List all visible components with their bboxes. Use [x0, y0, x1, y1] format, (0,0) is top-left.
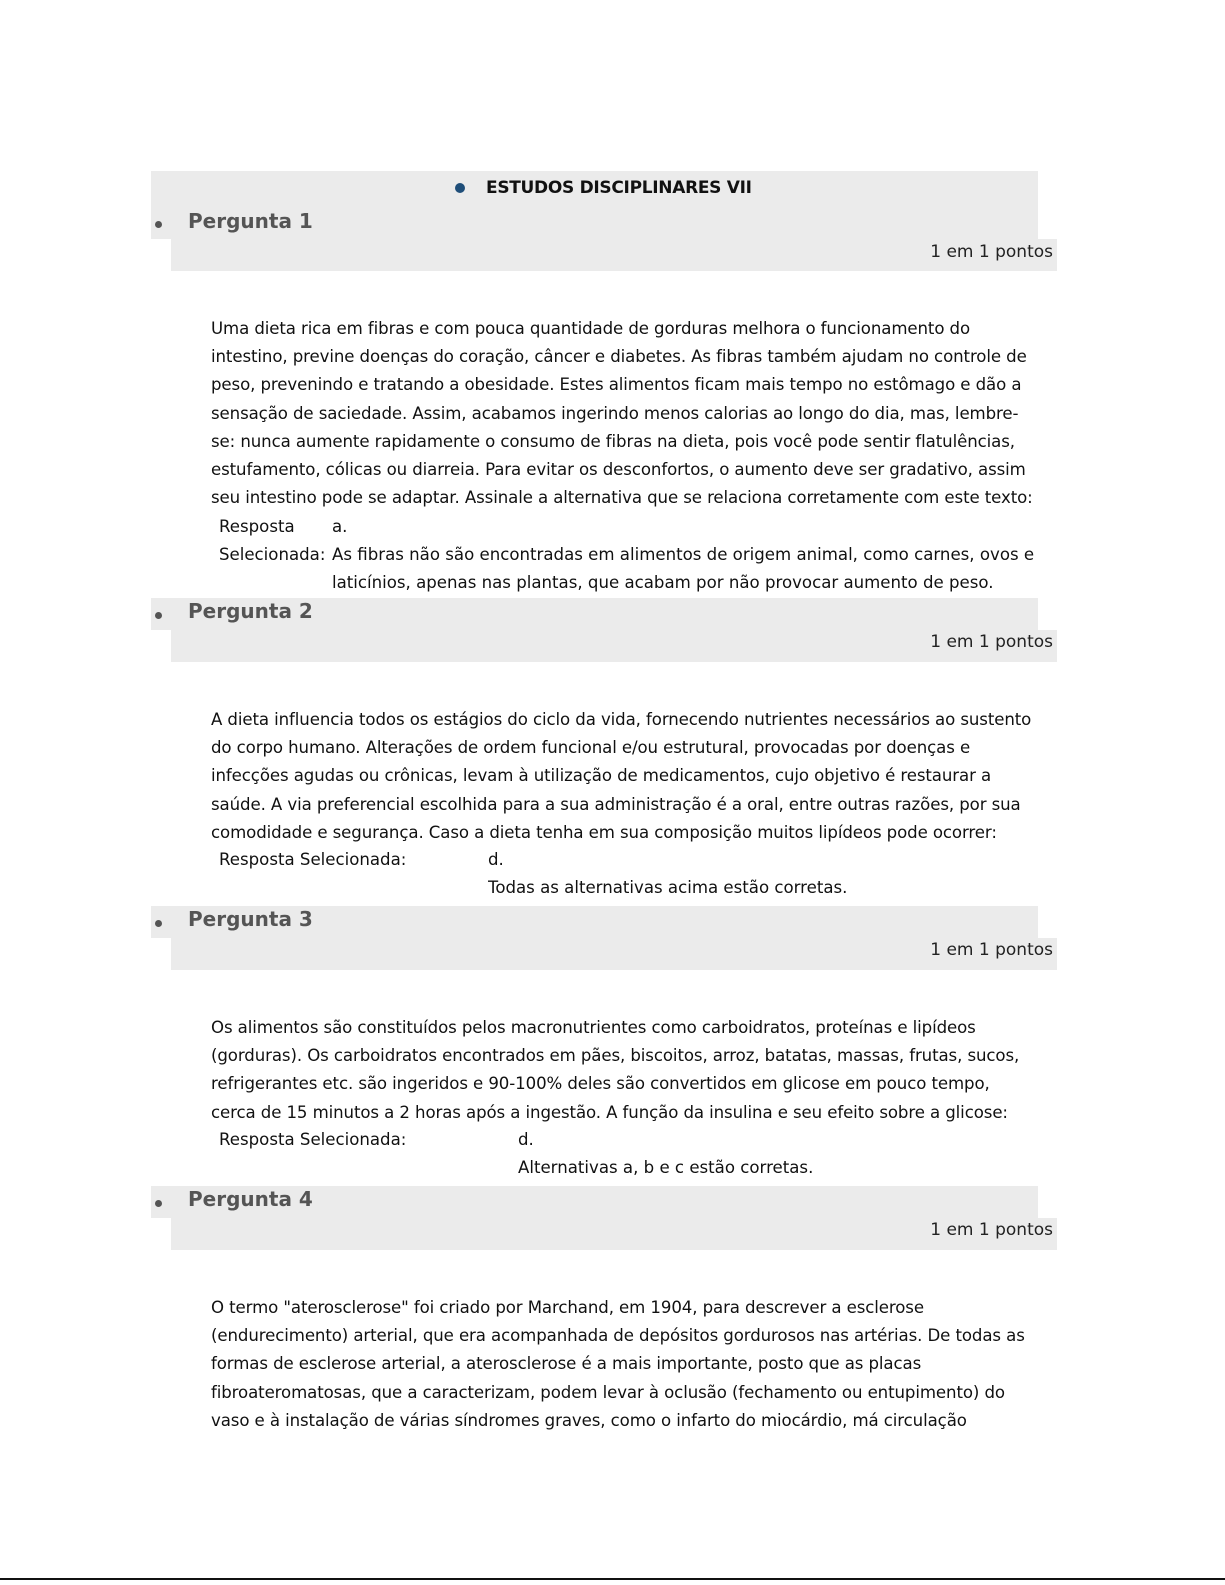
question-4-text: O termo "aterosclerose" foi criado por Marchand, em 1904, para descrever a esclerose (endurecimento) arterial, que era acompanhada de depósitos gordurosos nas artérias. De todas as formas de esclerose arterial, a aterosclerose é a mais importante, posto que as placas fibroateromatosas, que a caracterizam, podem levar à oclusão (fechamento ou entupimento) do vaso e à instalação de várias síndromes graves, como o infarto do miocárdio, má circulação — [211, 1298, 1025, 1430]
question-2-answer-letter: d. — [488, 850, 504, 869]
page-title: ESTUDOS DISCIPLINARES VII — [486, 178, 752, 198]
question-2-body — [211, 706, 1039, 849]
question-2-bullet-icon — [155, 612, 162, 619]
question-2-answer-text: Todas as alternativas acima estão corretas. — [488, 878, 848, 897]
question-1-body — [211, 315, 1039, 515]
question-4-bullet-icon — [155, 1200, 162, 1207]
page-bottom-rule — [0, 1578, 1225, 1580]
question-3-answer-label: Resposta Selecionada: — [219, 1130, 407, 1149]
question-1-title[interactable]: Pergunta 1 — [188, 209, 313, 233]
question-1-bullet-icon — [155, 221, 162, 228]
question-3-score: 1 em 1 pontos — [930, 940, 1053, 960]
question-3-answer-letter: d. — [518, 1130, 534, 1149]
question-1-score-band — [171, 239, 1057, 271]
question-2-score-band — [171, 630, 1057, 662]
title-bullet-icon — [455, 183, 465, 193]
question-1-score: 1 em 1 pontos — [930, 242, 1053, 262]
question-4-score: 1 em 1 pontos — [930, 1220, 1053, 1240]
question-3-bullet-icon — [155, 920, 162, 927]
question-3-answer-text: Alternativas a, b e c estão corretas. — [518, 1158, 814, 1177]
question-1-answer-label: Resposta — [219, 517, 295, 536]
question-2-score: 1 em 1 pontos — [930, 632, 1053, 652]
question-2-title[interactable]: Pergunta 2 — [188, 599, 313, 623]
question-3-body — [211, 1014, 1039, 1128]
question-4-body — [211, 1294, 1039, 1454]
question-3-title[interactable]: Pergunta 3 — [188, 907, 313, 931]
question-2-answer-label: Resposta Selecionada: — [219, 850, 407, 869]
question-4-score-band — [171, 1218, 1057, 1250]
question-1-answer-letter: a. — [332, 517, 348, 536]
question-1-answer-label-2: Selecionada: — [219, 545, 326, 564]
question-1-text: Uma dieta rica em fibras e com pouca quantidade de gorduras melhora o funcionamento do intestino, previne doenças do coração, câncer e diabetes. As fibras também ajudam no controle de peso, prevenindo e tratando a obesidade. Estes alimentos ficam mais tempo no estômago e dão a sensação de saciedade. Assim, acabamos ingerindo menos calorias ao longo do dia, mas, lembre-se: nunca aumente rapidamente o consumo de fibras na dieta, pois você pode sentir flatulências, estufamento, cólicas ou diarreia. Para evitar os desconfortos, o aumento deve ser gradativo, assim seu intestino pode se adaptar. Assinale a alternativa que se relaciona corretamente com este texto: — [211, 319, 1033, 508]
question-1-answer-text: As fibras não são encontradas em alimentos de origem animal, como carnes, ovos e laticínios, apenas nas plantas, que acabam por não provocar aumento de peso. — [332, 545, 1035, 592]
question-3-text: Os alimentos são constituídos pelos macronutrientes como carboidratos, proteínas e lipídeos (gorduras). Os carboidratos encontrados em pães, biscoitos, arroz, batatas, massas, frutas, sucos, refrigerantes etc. são ingeridos e 90-100% deles são convertidos em glicose em pouco tempo, cerca de 15 minutos a 2 horas após a ingestão. A função da insulina e seu efeito sobre a glicose: — [211, 1018, 1020, 1122]
question-4-title[interactable]: Pergunta 4 — [188, 1187, 313, 1211]
question-2-text: A dieta influencia todos os estágios do ciclo da vida, fornecendo nutrientes necessários ao sustento do corpo humano. Alterações de ordem funcional e/ou estrutural, provocadas por doenças e infecções agudas ou crônicas, levam à utilização de medicamentos, cujo objetivo é restaurar a saúde. A via preferencial escolhida para a sua administração é a oral, entre outras razões, por sua comodidade e segurança. Caso a dieta tenha em sua composição muitos lipídeos pode ocorrer: — [211, 710, 1032, 842]
question-3-score-band — [171, 938, 1057, 970]
